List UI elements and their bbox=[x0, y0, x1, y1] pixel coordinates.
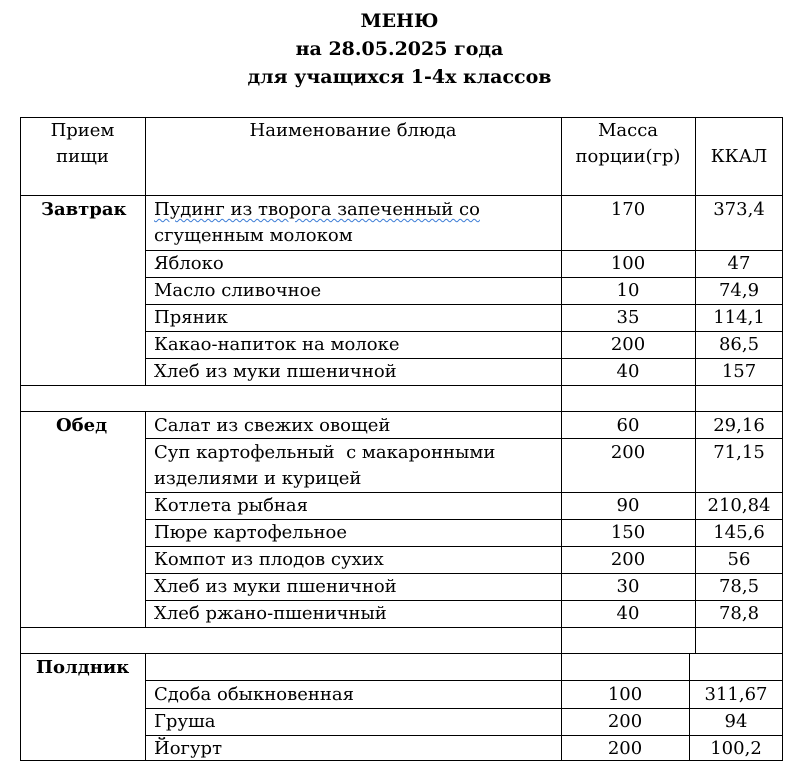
col-line bbox=[145, 411, 146, 627]
document-audience: для учащихся 1-4х классов bbox=[247, 66, 552, 88]
document-title: МЕНЮ bbox=[360, 10, 439, 32]
header-bottom-line bbox=[20, 195, 783, 196]
meal-lunch: Обед bbox=[56, 415, 108, 436]
dish-kcal: 210,84 bbox=[707, 495, 771, 516]
dish-mass: 40 bbox=[616, 603, 640, 624]
dish-kcal: 78,5 bbox=[718, 576, 760, 597]
document-date: на 28.05.2025 года bbox=[295, 38, 504, 60]
col-line bbox=[145, 117, 146, 385]
dish-kcal: 373,4 bbox=[713, 199, 765, 220]
dish-kcal: 114,1 bbox=[713, 307, 765, 328]
dish-mass: 100 bbox=[607, 684, 643, 705]
dish-mass: 150 bbox=[610, 522, 646, 543]
dish-kcal: 71,15 bbox=[713, 442, 765, 463]
dish-name: Сдоба обыкновенная bbox=[154, 684, 354, 705]
header-dish: Наименование блюда bbox=[249, 120, 457, 141]
dish-kcal: 100,2 bbox=[710, 738, 762, 759]
dish-name: Йогурт bbox=[154, 738, 223, 759]
dish-mass: 200 bbox=[610, 549, 646, 570]
dish-name: Суп картофельный с макаронными bbox=[154, 442, 496, 463]
dish-mass: 200 bbox=[607, 738, 643, 759]
dish-mass: 40 bbox=[616, 361, 640, 382]
dish-name: Хлеб ржано-пшеничный bbox=[154, 603, 387, 624]
dish-name: Пюре картофельное bbox=[154, 522, 348, 543]
dish-mass: 170 bbox=[610, 199, 646, 220]
dish-kcal: 94 bbox=[724, 711, 748, 732]
dish-mass: 200 bbox=[610, 334, 646, 355]
dish-mass: 90 bbox=[616, 495, 640, 516]
dish-name: Компот из плодов сухих bbox=[154, 549, 384, 570]
header-meal-line1: Прием bbox=[50, 120, 115, 141]
dish-mass: 200 bbox=[610, 442, 646, 463]
dish-kcal: 145,6 bbox=[713, 522, 765, 543]
dish-kcal: 47 bbox=[727, 253, 751, 274]
dish-kcal: 56 bbox=[727, 549, 751, 570]
section-line bbox=[20, 385, 783, 386]
dish-kcal: 157 bbox=[721, 361, 757, 382]
dish-kcal: 78,8 bbox=[718, 603, 760, 624]
section-line bbox=[20, 411, 783, 412]
dish-name-cont: сгущенным молоком bbox=[154, 225, 353, 246]
header-mass-line2: порции(гр) bbox=[575, 146, 681, 167]
dish-mass: 200 bbox=[607, 711, 643, 732]
dish-kcal: 29,16 bbox=[713, 415, 765, 436]
dish-mass: 100 bbox=[610, 253, 646, 274]
row-line bbox=[145, 680, 783, 681]
dish-name: Хлеб из муки пшеничной bbox=[154, 576, 397, 597]
section-line bbox=[20, 653, 783, 654]
header-kcal: ККАЛ bbox=[710, 146, 768, 167]
col-line bbox=[145, 653, 146, 761]
dish-kcal: 311,67 bbox=[704, 684, 768, 705]
dish-mass: 35 bbox=[616, 307, 640, 328]
dish-name: Яблоко bbox=[154, 253, 224, 274]
header-mass-line1: Масса bbox=[597, 120, 659, 141]
meal-snack: Полдник bbox=[36, 657, 130, 678]
dish-name: Какао-напиток на молоке bbox=[154, 334, 400, 355]
dish-mass: 60 bbox=[616, 415, 640, 436]
dish-name-cont: изделиями и курицей bbox=[154, 468, 362, 489]
dish-kcal: 86,5 bbox=[718, 334, 760, 355]
dish-name: Пудинг из творога запеченный со bbox=[154, 199, 480, 220]
meal-breakfast: Завтрак bbox=[41, 199, 127, 220]
dish-name: Хлеб из муки пшеничной bbox=[154, 361, 397, 382]
dish-name: Пряник bbox=[154, 307, 228, 328]
dish-name: Котлета рыбная bbox=[154, 495, 308, 516]
dish-kcal: 74,9 bbox=[718, 280, 760, 301]
dish-name: Салат из свежих овощей bbox=[154, 415, 391, 436]
dish-mass: 10 bbox=[616, 280, 640, 301]
dish-name: Масло сливочное bbox=[154, 280, 322, 301]
dish-mass: 30 bbox=[616, 576, 640, 597]
section-line bbox=[20, 627, 783, 628]
header-meal-line2: пищи bbox=[56, 146, 109, 167]
dish-name: Груша bbox=[154, 711, 216, 732]
